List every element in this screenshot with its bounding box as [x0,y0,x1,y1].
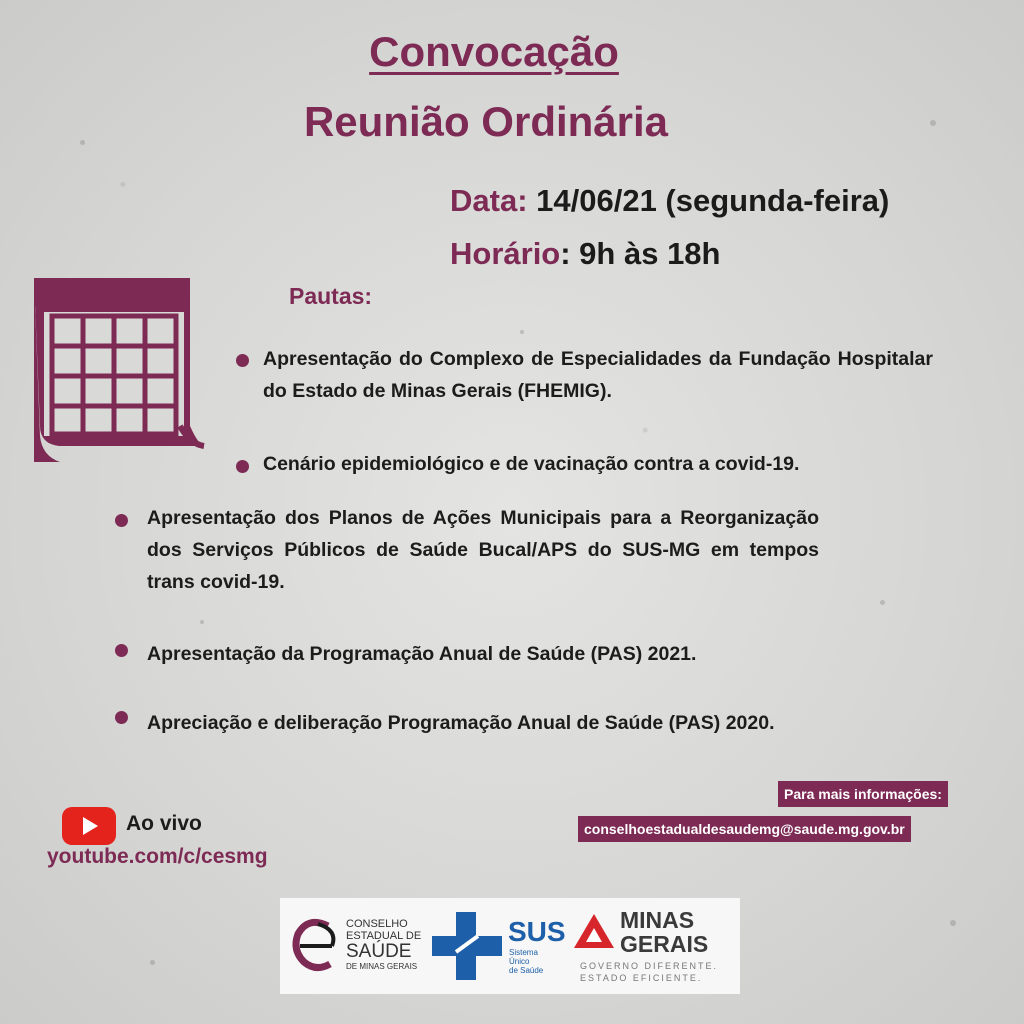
contact-email[interactable]: conselhoestadualdesaudemg@saude.mg.gov.br [578,816,911,842]
ces-logo-text [346,918,421,972]
agenda-item: Apreciação e deliberação Programação Anual de Saúde (PAS) 2020. [147,712,775,734]
calendar-icon [30,276,206,466]
sus-sub-line: de Saúde [509,966,544,975]
ces-line: CONSELHO [346,918,408,930]
bullet-dot-icon [236,354,249,367]
texture-speck [200,620,204,624]
texture-speck [950,920,956,926]
sus-sub-line: Sistema [509,948,538,957]
ces-line: SAÚDE [346,941,412,962]
agenda-item: Apresentação dos Planos de Ações Municipais para a Reorganização dos Serviços Públicos de Saúde Bucal/APS do SUS-MG em tempos trans covid-19. [147,507,819,593]
bullet-dot-icon [115,644,128,657]
ces-line: ESTADUAL DE [346,930,422,942]
minas-gerais-slogan [580,960,718,984]
mg-slogan-line: GOVERNO DIFERENTE. [580,961,719,971]
bullet-dot-icon [115,711,128,724]
texture-speck [150,960,155,965]
meeting-time [450,236,721,272]
minas-triangle-icon [574,914,614,948]
sus-subtitle [509,948,543,975]
mg-title-line: MINAS [620,907,695,933]
ces-logo-icon [288,916,344,976]
texture-speck [880,600,885,605]
minas-gerais-logo-text [620,908,708,956]
meeting-date [450,183,889,219]
agenda-heading: Pautas: [289,283,373,309]
youtube-play-icon[interactable] [62,807,116,845]
ces-line: DE MINAS GERAIS [346,962,418,971]
mg-title-line: GERAIS [620,931,709,957]
live-label: Ao vivo [126,812,202,835]
texture-speck [520,330,524,334]
contact-label: Para mais informações: [778,781,948,807]
mg-slogan-line: ESTADO EFICIENTE. [580,973,703,983]
time-value: : 9h às 18h [560,236,721,271]
page-title-text: Convocação [369,28,619,75]
bullet-dot-icon [115,514,128,527]
agenda-item: Apresentação do Complexo de Especialidades da Fundação Hospitalar do Estado de Minas Gerais (FHEMIG). [263,348,933,402]
youtube-link[interactable]: youtube.com/c/cesmg [47,845,268,868]
agenda-item: Cenário epidemiológico e de vacinação contra a covid-19. [263,453,800,475]
bullet-dot-icon [236,460,249,473]
sus-logo-text: SUS [508,916,566,947]
time-label: Horário [450,236,561,271]
date-value: 14/06/21 (segunda-feira) [536,183,890,218]
page-subtitle: Reunião Ordinária [303,98,669,145]
sus-cross-icon [432,912,504,980]
partner-logos [280,898,740,994]
date-label: Data: [450,183,528,218]
sus-sub-line: Único [509,957,530,966]
agenda-item: Apresentação da Programação Anual de Saúde (PAS) 2021. [147,643,697,665]
page-title [0,28,1006,76]
